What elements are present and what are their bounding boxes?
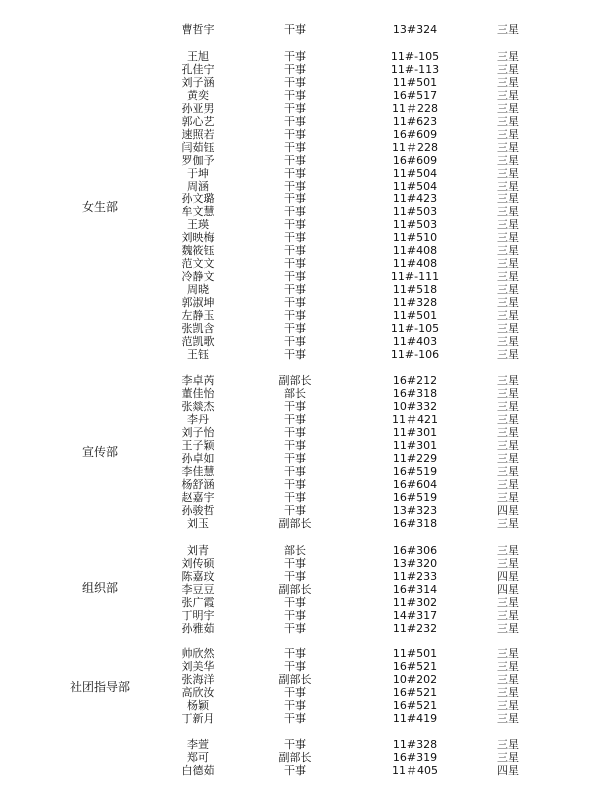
member-name: 张海洋 <box>181 672 215 686</box>
member-role: 干事 <box>284 101 306 115</box>
member-star: 三星 <box>497 140 519 154</box>
member-role: 干事 <box>284 257 306 271</box>
member-room: 10#202 <box>392 672 438 686</box>
member-room: 13#324 <box>392 23 438 36</box>
member-room: 11#623 <box>392 114 438 128</box>
member-room: 11#-106 <box>390 347 440 361</box>
member-name: 李豆豆 <box>181 582 215 596</box>
member-row <box>0 557 595 570</box>
member-star: 三星 <box>497 647 519 660</box>
member-row <box>0 544 595 557</box>
member-room: 11＃228 <box>392 140 438 154</box>
member-role: 干事 <box>284 127 306 141</box>
member-row <box>0 647 595 660</box>
member-name: 黄奕 <box>187 88 209 102</box>
member-name: 丁新月 <box>181 711 215 725</box>
member-star: 三星 <box>497 127 519 141</box>
member-star: 三星 <box>497 179 519 193</box>
member-name: 刘青 <box>187 544 209 557</box>
member-name: 郭心艺 <box>181 114 215 128</box>
member-role: 干事 <box>284 503 306 517</box>
member-star: 三星 <box>497 63 519 76</box>
member-row <box>0 141 595 154</box>
member-star: 三星 <box>497 23 519 36</box>
member-row <box>0 231 595 244</box>
member-name: 王旭 <box>187 50 209 63</box>
member-role: 干事 <box>284 140 306 154</box>
member-room: 11#503 <box>392 218 438 232</box>
member-room: 11#423 <box>392 192 438 206</box>
member-row <box>0 335 595 348</box>
member-room: 11#229 <box>392 451 438 465</box>
member-room: 11#301 <box>392 425 438 439</box>
member-name: 刘子涵 <box>181 75 215 89</box>
member-room: 11#501 <box>392 75 438 89</box>
member-room: 13#323 <box>392 503 438 517</box>
member-role: 干事 <box>284 711 306 725</box>
member-role: 干事 <box>284 412 306 426</box>
member-row <box>0 218 595 231</box>
member-star: 三星 <box>497 738 519 751</box>
member-name: 赵嘉宇 <box>181 490 215 504</box>
member-row <box>0 167 595 180</box>
member-row <box>0 192 595 205</box>
member-room: 11#-113 <box>390 63 440 76</box>
member-star: 三星 <box>497 309 519 322</box>
member-name: 孙卓如 <box>181 451 215 465</box>
member-role: 干事 <box>284 399 306 413</box>
member-role: 干事 <box>284 490 306 504</box>
member-name: 孙雅茹 <box>181 621 215 635</box>
member-star: 三星 <box>497 374 519 387</box>
member-room: 11#408 <box>392 257 438 271</box>
member-name: 帅欣然 <box>181 647 215 660</box>
member-role: 副部长 <box>278 582 312 596</box>
member-row <box>0 283 595 296</box>
member-name: 王子颖 <box>181 438 215 452</box>
member-name: 张燚杰 <box>181 399 215 413</box>
member-role: 干事 <box>284 75 306 89</box>
member-star: 三星 <box>497 438 519 452</box>
member-row <box>0 622 595 635</box>
member-room: 11#232 <box>392 621 438 635</box>
member-name: 张广霞 <box>181 595 215 609</box>
member-role: 干事 <box>284 192 306 206</box>
member-role: 部长 <box>284 386 306 400</box>
member-room: 11#-111 <box>390 270 440 284</box>
member-room: 11#-105 <box>390 321 440 335</box>
member-row <box>0 660 595 673</box>
member-row <box>0 400 595 413</box>
member-name: 孙亚男 <box>181 101 215 115</box>
member-row <box>0 517 595 530</box>
member-name: 孙骏哲 <box>181 503 215 517</box>
member-row <box>0 504 595 517</box>
member-room: 11＃228 <box>392 101 438 115</box>
member-row <box>0 63 595 76</box>
member-role: 干事 <box>284 738 306 751</box>
member-row <box>0 738 595 751</box>
member-name: 杨颖 <box>187 698 209 712</box>
member-role: 干事 <box>284 334 306 348</box>
member-room: 16#319 <box>392 751 438 764</box>
member-room: 16#521 <box>392 698 438 712</box>
member-role: 干事 <box>284 451 306 465</box>
member-role: 干事 <box>284 218 306 232</box>
member-room: 11#501 <box>392 647 438 660</box>
member-row <box>0 257 595 270</box>
member-room: 14#317 <box>392 608 438 622</box>
member-name: 魏筱钰 <box>181 244 215 258</box>
member-star: 三星 <box>497 257 519 271</box>
member-name: 李萱 <box>187 738 209 751</box>
member-room: 11＃421 <box>392 412 438 426</box>
member-room: 16#519 <box>392 490 438 504</box>
member-star: 三星 <box>497 218 519 232</box>
member-star: 三星 <box>497 192 519 206</box>
department-label: 宣传部 <box>81 445 118 459</box>
member-star: 三星 <box>497 516 519 530</box>
member-room: 16#604 <box>392 477 438 491</box>
member-room: 11#328 <box>392 296 438 309</box>
member-name: 刘玉 <box>187 516 209 530</box>
member-room: 16#212 <box>392 374 438 387</box>
member-row <box>0 270 595 283</box>
member-room: 11#328 <box>392 738 438 751</box>
member-star: 三星 <box>497 595 519 609</box>
member-star: 四星 <box>497 763 519 777</box>
member-star: 三星 <box>497 283 519 297</box>
member-role: 干事 <box>284 647 306 660</box>
member-row <box>0 751 595 764</box>
member-room: 16#521 <box>392 685 438 699</box>
member-row <box>0 180 595 193</box>
member-row <box>0 686 595 699</box>
member-row <box>0 374 595 387</box>
member-room: 13#320 <box>392 557 438 570</box>
member-role: 干事 <box>284 88 306 102</box>
member-row <box>0 596 595 609</box>
member-row <box>0 583 595 596</box>
member-row <box>0 76 595 89</box>
member-role: 干事 <box>284 296 306 309</box>
member-star: 三星 <box>497 321 519 335</box>
member-role: 副部长 <box>278 672 312 686</box>
member-role: 干事 <box>284 763 306 777</box>
member-name: 周晓 <box>187 283 209 297</box>
member-star: 三星 <box>497 685 519 699</box>
member-role: 干事 <box>284 63 306 76</box>
member-star: 三星 <box>497 244 519 258</box>
member-star: 三星 <box>497 660 519 673</box>
member-role: 部长 <box>284 544 306 557</box>
member-room: 11#403 <box>392 334 438 348</box>
member-role: 干事 <box>284 464 306 478</box>
member-name: 孙文璐 <box>181 192 215 206</box>
member-role: 干事 <box>284 205 306 219</box>
member-star: 三星 <box>497 205 519 219</box>
member-star: 三星 <box>497 608 519 622</box>
member-name: 左静玉 <box>181 309 215 322</box>
member-row <box>0 128 595 141</box>
member-room: 11#510 <box>392 231 438 245</box>
member-row <box>0 348 595 361</box>
member-name: 闫茹钰 <box>181 140 215 154</box>
member-role: 干事 <box>284 685 306 699</box>
member-star: 三星 <box>497 672 519 686</box>
member-row <box>0 452 595 465</box>
member-star: 三星 <box>497 464 519 478</box>
member-row <box>0 115 595 128</box>
member-name: 刘映梅 <box>181 231 215 245</box>
member-name: 于坤 <box>187 166 209 180</box>
department-label: 女生部 <box>81 200 118 214</box>
member-row <box>0 570 595 583</box>
member-room: 11#518 <box>392 283 438 297</box>
member-role: 干事 <box>284 23 306 36</box>
member-room: 16#306 <box>392 544 438 557</box>
member-star: 三星 <box>497 621 519 635</box>
member-name: 丁明宇 <box>181 608 215 622</box>
member-row <box>0 699 595 712</box>
member-name: 刘子怡 <box>181 425 215 439</box>
member-room: 16#318 <box>392 386 438 400</box>
member-name: 李佳慧 <box>181 464 215 478</box>
member-room: 11#504 <box>392 179 438 193</box>
member-name: 白德茹 <box>181 763 215 777</box>
member-role: 干事 <box>284 50 306 63</box>
member-room: 16#314 <box>392 582 438 596</box>
member-role: 干事 <box>284 270 306 284</box>
member-star: 三星 <box>497 751 519 764</box>
member-row <box>0 309 595 322</box>
member-star: 三星 <box>497 711 519 725</box>
member-star: 三星 <box>497 101 519 115</box>
member-row <box>0 387 595 400</box>
member-role: 干事 <box>284 621 306 635</box>
member-room: 10#332 <box>392 399 438 413</box>
member-star: 三星 <box>497 296 519 309</box>
member-star: 三星 <box>497 88 519 102</box>
member-star: 三星 <box>497 451 519 465</box>
member-room: 16#517 <box>392 88 438 102</box>
member-role: 干事 <box>284 347 306 361</box>
member-name: 王瑛 <box>187 218 209 232</box>
member-role: 干事 <box>284 166 306 180</box>
member-name: 罗伽予 <box>181 153 215 167</box>
member-star: 三星 <box>497 425 519 439</box>
member-name: 李卓芮 <box>181 374 215 387</box>
member-name: 冷静文 <box>181 270 215 284</box>
member-name: 杨舒涵 <box>181 477 215 491</box>
member-name: 张凯含 <box>181 321 215 335</box>
member-room: 11#419 <box>392 711 438 725</box>
member-name: 刘传硕 <box>181 557 215 570</box>
member-role: 干事 <box>284 660 306 673</box>
member-room: 16#609 <box>392 153 438 167</box>
member-star: 三星 <box>497 334 519 348</box>
member-row <box>0 478 595 491</box>
member-role: 干事 <box>284 244 306 258</box>
member-star: 四星 <box>497 569 519 583</box>
member-row <box>0 426 595 439</box>
member-star: 三星 <box>497 544 519 557</box>
member-name: 牟文慧 <box>181 205 215 219</box>
member-role: 干事 <box>284 179 306 193</box>
member-star: 四星 <box>497 582 519 596</box>
member-star: 三星 <box>497 399 519 413</box>
member-room: 11#408 <box>392 244 438 258</box>
member-star: 三星 <box>497 477 519 491</box>
member-room: 16#519 <box>392 464 438 478</box>
member-name: 李丹 <box>187 412 209 426</box>
member-row <box>0 296 595 309</box>
member-name: 王钰 <box>187 347 209 361</box>
member-star: 三星 <box>497 490 519 504</box>
member-room: 16#521 <box>392 660 438 673</box>
member-name: 速照若 <box>181 127 215 141</box>
member-row <box>0 89 595 102</box>
member-role: 干事 <box>284 153 306 167</box>
member-role: 干事 <box>284 595 306 609</box>
member-room: 16#318 <box>392 516 438 530</box>
member-name: 孔佳宁 <box>181 63 215 76</box>
member-role: 干事 <box>284 438 306 452</box>
member-star: 三星 <box>497 75 519 89</box>
member-role: 干事 <box>284 114 306 128</box>
member-row <box>0 764 595 777</box>
member-role: 干事 <box>284 557 306 570</box>
member-role: 干事 <box>284 608 306 622</box>
member-row <box>0 154 595 167</box>
member-room: 16#609 <box>392 127 438 141</box>
member-room: 11#-105 <box>390 50 440 63</box>
member-role: 副部长 <box>278 516 312 530</box>
member-star: 三星 <box>497 50 519 63</box>
member-star: 三星 <box>497 698 519 712</box>
member-star: 三星 <box>497 557 519 570</box>
member-row <box>0 23 595 36</box>
member-role: 副部长 <box>278 751 312 764</box>
member-row <box>0 322 595 335</box>
member-name: 高欣汝 <box>181 685 215 699</box>
member-star: 四星 <box>497 503 519 517</box>
member-room: 11#301 <box>392 438 438 452</box>
member-role: 干事 <box>284 231 306 245</box>
member-room: 11#302 <box>392 595 438 609</box>
member-star: 三星 <box>497 347 519 361</box>
member-role: 干事 <box>284 321 306 335</box>
member-row <box>0 439 595 452</box>
department-label: 社团指导部 <box>69 680 130 694</box>
member-row <box>0 712 595 725</box>
member-row <box>0 673 595 686</box>
member-room: 11＃405 <box>392 763 438 777</box>
member-name: 董佳怡 <box>181 386 215 400</box>
member-role: 干事 <box>284 425 306 439</box>
member-row <box>0 465 595 478</box>
member-row <box>0 102 595 115</box>
member-room: 11#233 <box>392 569 438 583</box>
member-name: 郑可 <box>187 751 209 764</box>
member-star: 三星 <box>497 114 519 128</box>
member-room: 11#504 <box>392 166 438 180</box>
member-name: 周涵 <box>187 179 209 193</box>
member-name: 范文文 <box>181 257 215 271</box>
member-name: 陈嘉玟 <box>181 569 215 583</box>
member-row <box>0 491 595 504</box>
member-role: 干事 <box>284 309 306 322</box>
member-star: 三星 <box>497 412 519 426</box>
member-star: 三星 <box>497 153 519 167</box>
member-room: 11#503 <box>392 205 438 219</box>
department-label: 组织部 <box>81 581 118 595</box>
member-row <box>0 205 595 218</box>
member-row <box>0 413 595 426</box>
member-role: 副部长 <box>278 374 312 387</box>
member-role: 干事 <box>284 698 306 712</box>
member-room: 11#501 <box>392 309 438 322</box>
member-star: 三星 <box>497 166 519 180</box>
member-name: 刘美华 <box>181 660 215 673</box>
member-role: 干事 <box>284 477 306 491</box>
member-star: 三星 <box>497 386 519 400</box>
member-name: 郭淑坤 <box>181 296 215 309</box>
member-star: 三星 <box>497 231 519 245</box>
member-row <box>0 244 595 257</box>
member-role: 干事 <box>284 569 306 583</box>
member-row <box>0 50 595 63</box>
member-role: 干事 <box>284 283 306 297</box>
member-star: 三星 <box>497 270 519 284</box>
member-name: 曹哲宇 <box>181 23 215 36</box>
member-row <box>0 609 595 622</box>
member-name: 范凯歌 <box>181 334 215 348</box>
